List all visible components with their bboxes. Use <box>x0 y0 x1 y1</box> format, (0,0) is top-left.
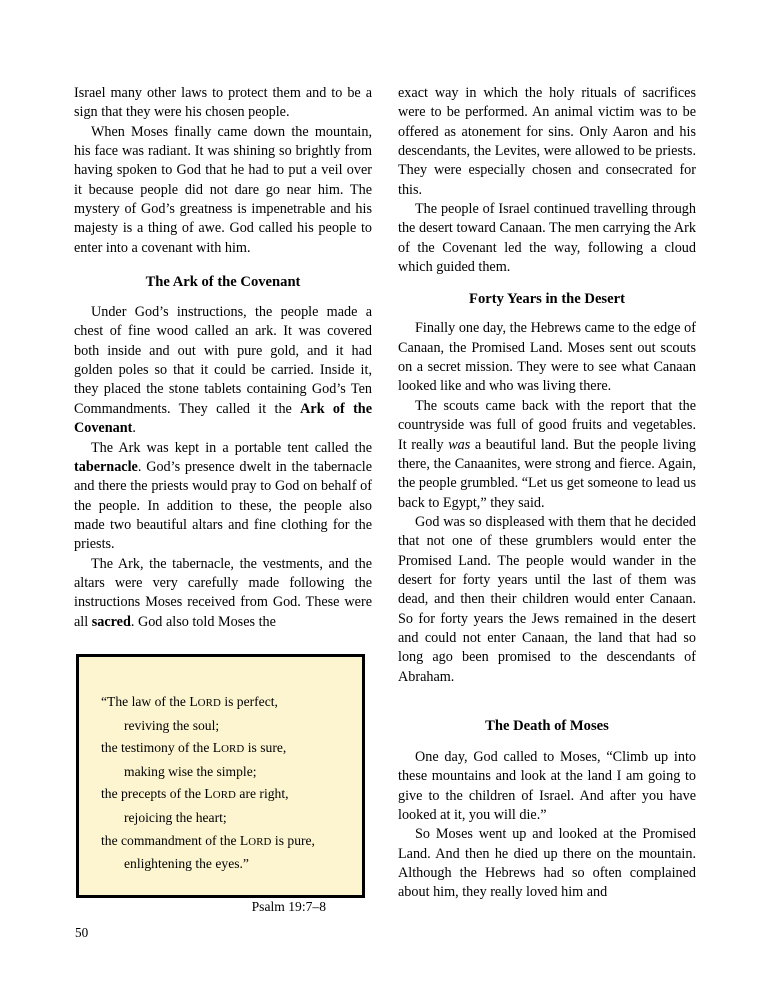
divine-name-lord <box>240 833 272 848</box>
verse-text-run-end: are right, <box>236 786 289 802</box>
divine-name-smallcaps: ORD <box>212 789 237 802</box>
italic-emphasis-was: was <box>448 436 471 453</box>
paragraph-text-run: The scouts came back with the report that the countryside was full of good fruits and vegetables. It really <box>398 397 696 453</box>
scripture-citation: Psalm 19:7–8 <box>251 898 326 914</box>
verse-line-6: rejoicing the heart; <box>124 809 227 825</box>
bold-term-sacred: sacred <box>91 613 131 630</box>
right-column <box>398 84 696 904</box>
verse-line-3 <box>101 737 342 761</box>
paragraph-text-run-end: . God also told Moses the <box>130 613 276 630</box>
paragraph-hebrews-edge-of-canaan: Finally one day, the Hebrews came to the edge of Canaan, the Promised Land. Moses sent out scouts on a secret mission. They were to see what Canaan looked like and who was living there. <box>398 320 696 395</box>
verse-text-run: “The law of the <box>101 694 190 709</box>
heading-ark-of-the-covenant: The Ark of the Covenant <box>145 274 301 291</box>
divine-name-cap: L <box>189 694 198 709</box>
paragraph-scouts-report <box>398 397 696 513</box>
divine-name-smallcaps: ORD <box>221 743 245 756</box>
divine-name-cap: L <box>239 832 249 848</box>
heading-the-death-of-moses: The Death of Moses <box>485 717 609 734</box>
paragraph-moses-radiant: When Moses finally came down the mountain, his face was radiant. It was shining so brightly from having spoken to God that he had to put a veil over it because people did not dare go near him. The mystery of God’s greatness is impenetrable and his majesty is a thing of awe. God called his people to enter into a covenant with him. <box>74 123 372 256</box>
paragraph-continued-holy-rituals: exact way in which the holy rituals of sacrifices were to be performed. An animal victim was to be offered as atonement for sins. Only Aaron and his descendants, the Levites, were allowed to be priests. They were especially chosen and consecrated for this. <box>398 85 696 198</box>
paragraph-text-run: The Ark was kept in a portable tent called the <box>91 439 372 456</box>
divine-name-lord <box>189 694 221 709</box>
verse-text-run-end: is sure, <box>244 740 287 756</box>
verse-line-4: making wise the simple; <box>124 763 257 779</box>
bold-term-tabernacle: tabernacle <box>74 458 138 475</box>
verse-text-run: the testimony of the <box>101 740 213 756</box>
paragraph-text-run-end: a beautiful land. But the people living there, the Canaanites, were strong and fierce. Again, the people grumbled. “Let us get someone to lead us back to Egypt,” they said. <box>398 436 696 511</box>
paragraph-under-gods-instructions <box>74 303 372 438</box>
divine-name-cap: L <box>204 786 213 802</box>
verse-text-run: the precepts of the <box>101 786 205 802</box>
paragraph-god-displeased: God was so displeased with them that he decided that not one of these grumblers would enter the Promised Land. The people would wander in the desert for forty years until the last of them was dead, and then their children would enter Canaan. So for forty years the Jews remained in the desert and could not enter Canaan, the land that had so long ago been promised to the descendants of Abraham. <box>398 513 696 685</box>
verse-line-7 <box>101 830 342 854</box>
verse-text-run-end: is pure, <box>271 832 315 848</box>
verse-text-run: the commandment of the <box>101 832 240 848</box>
verse-line-1 <box>101 691 342 715</box>
paragraph-tabernacle <box>74 439 372 555</box>
paragraph-continued-israel-laws: Israel many other laws to protect them and to be a sign that they were his chosen people. <box>74 85 372 121</box>
paragraph-text-run-end: . God’s presence dwelt in the tabernacle and there the priests would pray to God on behalf of the people. In addition to these, the people also made two beautiful altars and fine clothing for the priests. <box>74 458 372 553</box>
divine-name-cap: L <box>212 740 222 756</box>
paragraph-ark-vestments-altars <box>74 555 372 632</box>
paragraph-moses-died-on-mountain: So Moses went up and looked at the Promised Land. And then he died up there on the mountain. Although the Hebrews had so often complained about him, they really loved him and <box>398 826 696 901</box>
verse-text-run-end: is perfect, <box>220 694 278 709</box>
paragraph-people-of-israel-travelling: The people of Israel continued travelling through the desert toward Canaan. The men carrying the Ark of the Covenant led the way, following a cloud which guided them. <box>398 201 696 276</box>
divine-name-lord <box>204 786 236 801</box>
bold-term-ark-of-the-covenant: Ark of the Covenant <box>74 400 372 437</box>
verse-line-8: enlightening the eyes.” <box>124 856 249 872</box>
paragraph-god-called-to-moses: One day, God called to Moses, “Climb up into these mountains and look at the land I am going to give to the children of Israel. And after you have looked at it, you will die.” <box>398 748 696 823</box>
paragraph-text-run: Under God’s instructions, the people made a chest of fine wood called an ark. It was covered both inside and out with pure gold, and it had golden poles so that it could be carried. Inside it, they placed the stone tablets containing God’s Ten Commandments. They called it the <box>74 304 372 417</box>
verse-line-2: reviving the soul; <box>124 717 220 733</box>
paragraph-text-run: The Ark, the tabernacle, the vestments, and the altars were very carefully made following the instructions Moses received from God. These were all <box>74 555 372 630</box>
divine-name-lord <box>213 740 245 755</box>
divine-name-smallcaps: ORD <box>248 835 272 848</box>
scripture-quote-content <box>79 657 362 916</box>
paragraph-text-run-end: . <box>132 420 136 437</box>
verse-line-5 <box>101 783 342 807</box>
page-number: 50 <box>75 925 89 940</box>
divine-name-smallcaps: ORD <box>197 697 221 709</box>
scripture-quote-box <box>76 654 365 914</box>
heading-forty-years-in-the-desert: Forty Years in the Desert <box>469 291 625 308</box>
